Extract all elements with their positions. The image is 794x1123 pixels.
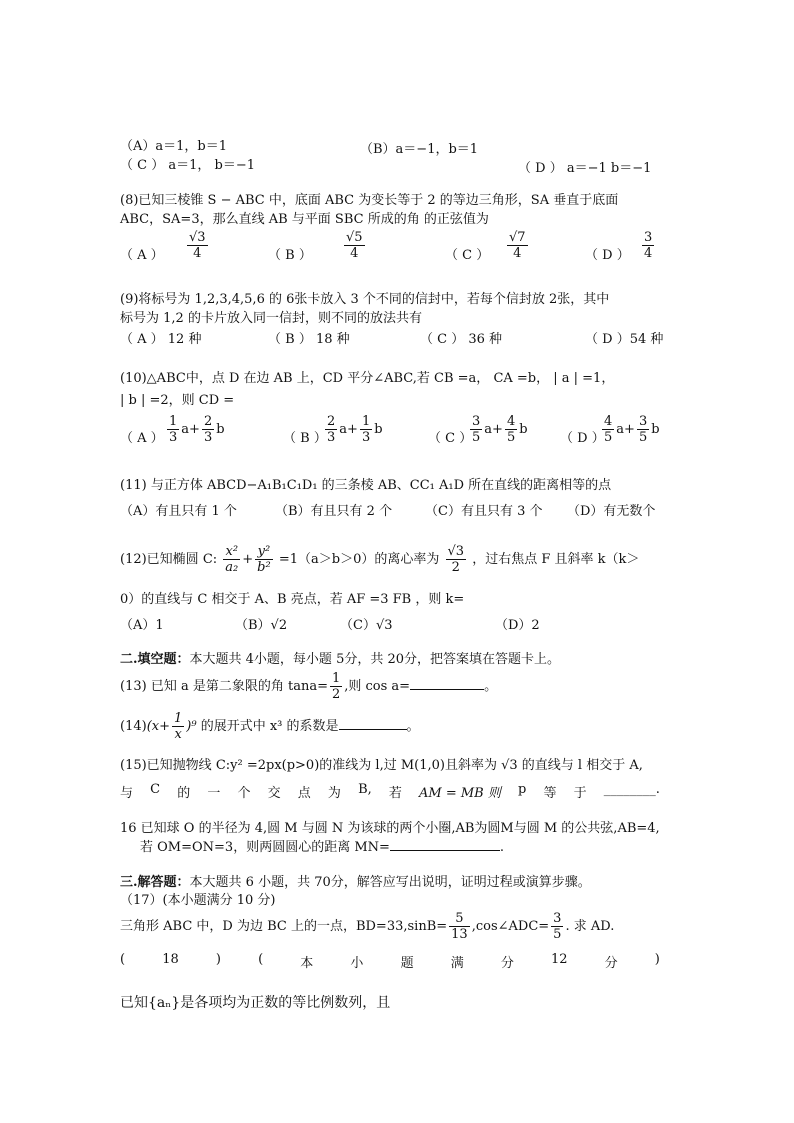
- q9-option-a: （ A ） 12 种: [120, 332, 202, 347]
- q8-line2: ABC，SA=3，那么直线 AB 与平面 SBC 所成的角 的正弦值为: [120, 212, 489, 227]
- q9-option-d: （ D ）54 种: [585, 332, 664, 347]
- q14-end: 。: [406, 719, 420, 734]
- q18-w7: 满: [450, 956, 464, 971]
- q10-d-d2: 5: [638, 430, 648, 445]
- q12-mid: =1（a＞b＞0）的离心率为: [278, 552, 440, 567]
- q10-d-n2: 3: [638, 414, 648, 429]
- q10-a-n1: 1: [169, 414, 178, 429]
- q17-mid: ,cos∠ADC=: [471, 919, 550, 934]
- q15-w10: AM = MB 则: [419, 786, 501, 801]
- q15-w9: 若: [388, 786, 402, 801]
- section3-heading: [120, 874, 591, 892]
- q10-label-b: （ B ）: [283, 431, 327, 446]
- section3-text: 本大题共 6 小题，共 70分，解答应写出说明，证明过程或演算步骤。: [189, 875, 591, 890]
- q17-pre: 三角形 ABC 中，D 为边 BC 上的一点，BD=33,sinB=: [120, 919, 448, 934]
- section2-text: 本大题共 4小题，每小题 5分，共 20分，把答案填在答题卡上。: [189, 652, 561, 667]
- q9-line1: (9)将标号为 1,2,3,4,5,6 的 6张卡放入 3 个不同的信封中，若每个信封放 2张，其中: [120, 292, 610, 307]
- q18-w8: 分: [500, 956, 514, 971]
- q11-option-d: （D）有无数个: [567, 504, 656, 519]
- q10-d-a: a+: [616, 422, 635, 437]
- q8-frac-b: [344, 230, 365, 261]
- q10-expr-c: [468, 414, 528, 445]
- q10-b-n2: 1: [361, 414, 371, 429]
- q18-w11: ): [654, 952, 660, 967]
- q8-num-d: 3: [644, 230, 653, 245]
- q15-w3: 一: [207, 786, 221, 801]
- q12-line2: 0）的直线与 C 相交于 A、B 亮点，若 AF =3 FB ，则 k=: [120, 592, 465, 607]
- q12-frac-x: $\frac{\text{x²}}{\text{a₂}}$: [225, 544, 239, 575]
- q8-label-d: （ D ）: [585, 248, 630, 263]
- q8-frac-c: [507, 230, 528, 261]
- q18-w3: (: [258, 952, 264, 967]
- q8-den-b: 4: [350, 246, 359, 261]
- q15-w4: 个: [237, 786, 251, 801]
- q16-end: .: [499, 840, 505, 855]
- q10-label-d: （ D ）: [560, 431, 605, 446]
- q12-option-b: （B）√2: [235, 618, 288, 633]
- q10-a-a: a+: [181, 422, 200, 437]
- q18-w0: (: [120, 952, 126, 967]
- q9-option-c: （ C ） 36 种: [420, 332, 503, 347]
- q10-line1: (10)△ABC中，点 D 在边 AB 上，CD 平分∠ABC,若 CB =a， CA =b， | a | =1，: [120, 371, 615, 386]
- q11-option-a: （A）有且只有 1 个: [120, 504, 237, 519]
- q10-a-d1: 3: [169, 430, 178, 445]
- q15-w13: 于: [573, 786, 587, 801]
- q10-expr-d: [600, 414, 660, 445]
- q8-label-b: （ B ）: [268, 248, 312, 263]
- q16-blank: [390, 838, 500, 851]
- q18-w5: 小: [350, 956, 364, 971]
- q15-w11: p: [518, 782, 527, 797]
- q13: [120, 670, 497, 704]
- q12-option-d: （D）2: [495, 618, 540, 633]
- q10-a-b: b: [216, 422, 225, 437]
- q12-post: ，过右焦点 F 且斜率 k（k＞: [472, 552, 640, 567]
- q15-w6: 点: [297, 786, 311, 801]
- q17-frac-cos: $\frac{3}{5}$: [553, 911, 562, 942]
- section2-title: 二.填空题：: [120, 652, 190, 667]
- q11-option-c: （C）有且只有 3 个: [425, 504, 543, 519]
- q15-line2: [120, 782, 660, 801]
- q17-post: . 求 AD.: [565, 919, 615, 934]
- q8-den-a: 4: [193, 246, 202, 261]
- q8-num-a: √3: [189, 230, 206, 245]
- q15-w14: ________.: [603, 782, 660, 797]
- q15-w7: 为: [327, 786, 341, 801]
- q13-pre: (13) 已知 a 是第二象限的角 tana=: [120, 679, 328, 694]
- q7-option-c: （ C ） a＝1， b＝−1: [120, 158, 255, 173]
- q7-option-a: （A）a＝1，b＝1: [120, 139, 228, 154]
- q8-frac-d: [642, 230, 654, 261]
- q10-expr-b: [323, 414, 383, 445]
- q10-b-d2: 3: [361, 430, 371, 445]
- q13-blank: [410, 677, 484, 690]
- q15-w5: 交: [267, 786, 281, 801]
- q15-w8: B,: [358, 782, 372, 797]
- q14-frac: $\frac{1}{x}$: [173, 711, 183, 742]
- q14-post: 的展开式中 x³ 的系数是: [200, 719, 339, 734]
- q12-line1: (12)已知椭圆 C: $\frac{\text{x²}}{\text{a₂}}$ + $\frac{\text{y²}}{\text{b²}}$ =1（a＞b＞0）的离心率为 $\frac{√3}{2}$ ，过右焦点 F 且斜率 k（k＞: [120, 544, 640, 575]
- q13-end: 。: [484, 679, 498, 694]
- q16-line2: [140, 838, 504, 857]
- q10-a-d2: 3: [203, 430, 213, 445]
- q8-num-b: √5: [346, 230, 363, 245]
- q18-w6: 题: [400, 956, 414, 971]
- q8-label-a: （ A ）: [120, 248, 164, 263]
- q16-line1: 16 已知球 O 的半径为 4,圆 M 与圆 N 为该球的两个小圈,AB为圆M与圆 M 的公共弦,AB=4,: [120, 821, 660, 836]
- q18-w2: ): [215, 952, 221, 967]
- q16-line2-text: 若 OM=ON=3，则两圆圆心的距离 MN=: [140, 840, 390, 855]
- q15-w0: 与: [120, 786, 134, 801]
- q10-c-b: b: [519, 422, 528, 437]
- q12-frac-y: $\frac{\text{y²}}{\text{b²}}$: [257, 544, 271, 575]
- section2-heading: [120, 651, 560, 669]
- q10-c-d1: 5: [472, 430, 481, 445]
- q10-d-b: b: [651, 422, 660, 437]
- q12-pre: (12)已知椭圆 C:: [120, 552, 218, 567]
- q10-b-a: a+: [339, 422, 358, 437]
- q11-option-b: （B）有且只有 2 个: [275, 504, 393, 519]
- q10-label-c: （ C ）: [428, 431, 473, 446]
- q12-frac-e: $\frac{√3}{2}$: [447, 544, 465, 575]
- q10-d-n1: 4: [604, 414, 613, 429]
- q10-label-a: （ A ）: [120, 431, 164, 446]
- q10-a-n2: 2: [203, 414, 213, 429]
- q7-option-d: （ D ） a＝−1 b＝−1: [518, 161, 652, 176]
- q10-b-b: b: [374, 422, 383, 437]
- q18-line2: 已知{aₙ}是各项均为正数的等比例数列，且: [120, 995, 391, 1011]
- q10-c-d2: 5: [506, 430, 516, 445]
- q14-blank: [339, 717, 407, 730]
- q8-frac-a: [187, 230, 208, 261]
- q18-w1: 18: [162, 952, 179, 967]
- q9-option-b: （ B ） 18 种: [268, 332, 350, 347]
- q8-line1: (8)已知三棱锥 S − ABC 中，底面 ABC 为变长等于 2 的等边三角形，SA 垂直于底面: [120, 193, 619, 208]
- q8-num-c: √7: [509, 230, 526, 245]
- q10-b-n1: 2: [327, 414, 336, 429]
- q15-line1: (15)已知抛物线 C:y² =2px(p>0)的准线为 l,过 M(1,0)且斜率为 √3 的直线与 l 相交于 A,: [120, 758, 643, 773]
- q10-line2: | b | =2，则 CD =: [120, 393, 235, 408]
- q8-den-d: 4: [644, 246, 653, 261]
- q10-c-n1: 3: [472, 414, 481, 429]
- q9-line2: 标号为 1,2 的卡片放入同一信封，则不同的放法共有: [120, 311, 422, 326]
- q8-label-c: （ C ）: [445, 248, 490, 263]
- q17-line1: （17）(本小题满分 10 分): [120, 893, 276, 908]
- q10-c-a: a+: [484, 422, 503, 437]
- q10-b-d1: 3: [327, 430, 336, 445]
- q13-post: ,则 cos a=: [344, 679, 411, 694]
- q14: (14)(x+ $\frac{1}{x}$ )⁹ 的展开式中 x³ 的系数是 。: [120, 711, 420, 742]
- q18-w4: 本: [300, 956, 314, 971]
- q13-frac: $\frac{1}{2}$: [331, 671, 341, 702]
- q15-w12: 等: [543, 786, 557, 801]
- q10-c-n2: 4: [506, 414, 516, 429]
- q12-option-c: （C）√3: [340, 618, 393, 633]
- q15-w1: C: [150, 782, 161, 797]
- q11-line1: (11) 与正方体 ABCD−A₁B₁C₁D₁ 的三条棱 AB、CC₁ A₁D 所在直线的距离相等的点: [120, 478, 612, 493]
- q14-pre: (14): [120, 719, 147, 734]
- q15-w2: 的: [177, 786, 191, 801]
- q7-option-b: （B）a＝−1，b＝1: [360, 142, 479, 157]
- q17-line2: [120, 910, 614, 944]
- q10-expr-a: [165, 414, 225, 445]
- q18-w10: 分: [604, 956, 618, 971]
- q8-den-c: 4: [513, 246, 522, 261]
- q10-d-d1: 5: [604, 430, 613, 445]
- q18-header: [120, 952, 660, 971]
- q17-frac-sin: $\frac{5}{13}$: [451, 911, 468, 942]
- section3-title: 三.解答题：: [120, 875, 190, 890]
- q12-option-a: （A）1: [120, 618, 164, 633]
- q18-w9: 12: [550, 952, 568, 967]
